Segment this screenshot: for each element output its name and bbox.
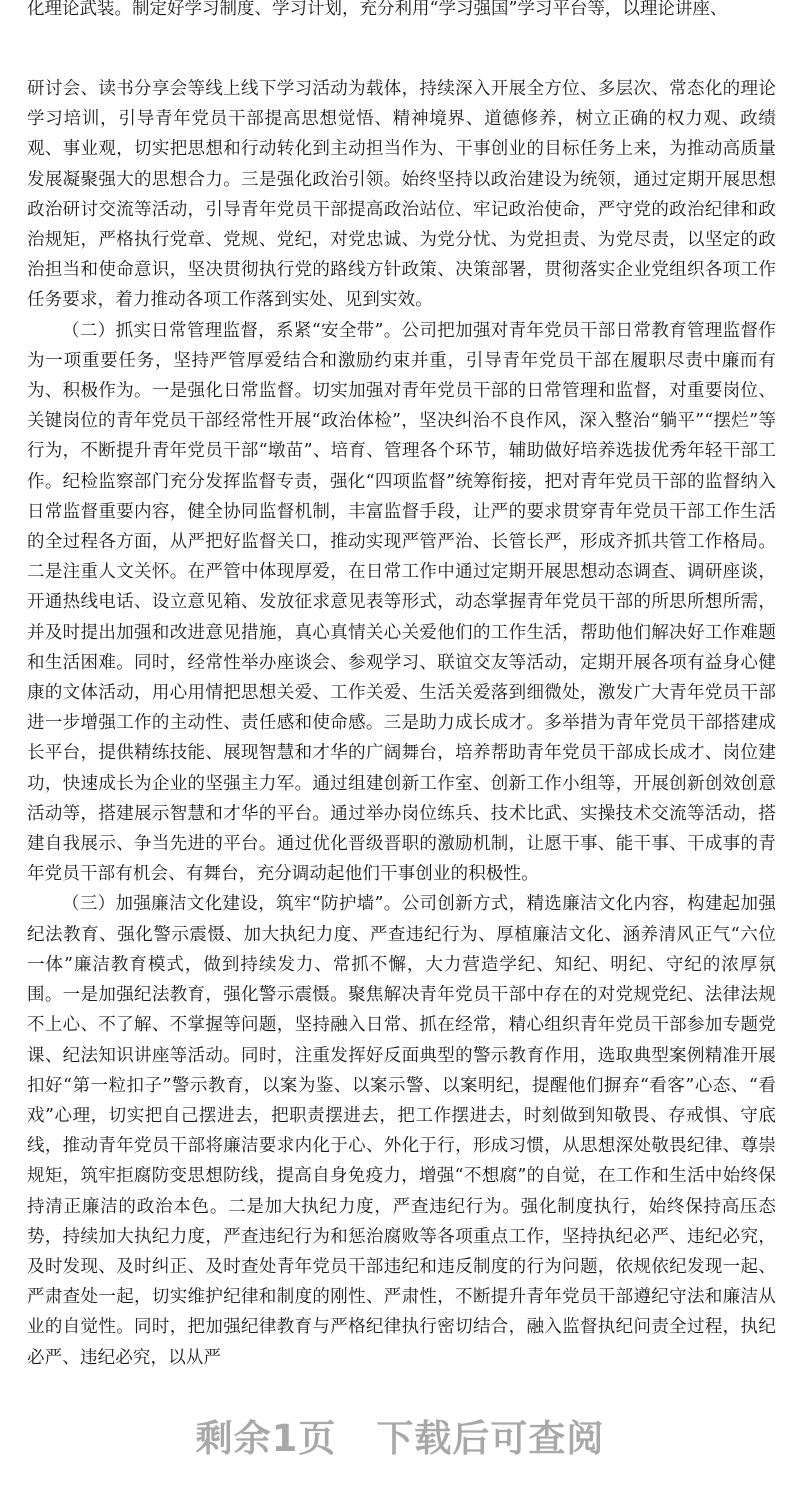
paragraph-3: （三）加强廉洁文化建设，筑牢“防护墙”。公司创新方式，精选廉洁文化内容，构建起加强纪法教育、强化警示震慑、加大执纪力度、严查违纪行为、厚植廉洁文化、涵养清风正气“六位一体”廉洁教育模式，做到持续发力、常抓不懈，大力营造学纪、知纪、明纪、守纪的浓厚氛围。一是加强纪法教育，强化警示震慑。聚焦解决青年党员干部中存在的对党规党纪、法律法规不上心、不了解、不掌握等问题，坚持融入日常、抓在经常，精心组织青年党员干部参加专题党课、纪法知识讲座等活动。同时，注重发挥好反面典型的警示教育作用，选取典型案例精准开展扣好“第一粒扣子”警示教育，以案为鉴、以案示警、以案明纪，提醒他们摒弃“看客”心态、“看戏”心理，切实把自己摆进去，把职责摆进去，把工作摆进去，时刻做到知敬畏、存戒惧、守底线，推动青年党员干部将廉洁要求内化于心、外化于行，形成习惯，从思想深处敬畏纪律、尊崇规矩，筑牢拒腐防变思想防线，提高自身免疫力，增强“不想腐”的自觉，在工作和生活中始终保持清正廉洁的政治本色。二是加大执纪力度，严查违纪行为。强化制度执行，始终保持高压态势，持续加大执纪力度，严查违纪行为和惩治腐败等各项重点工作，坚持执纪必严、违纪必究，及时发现、及时纠正、及时查处青年党员干部违纪和违反制度的行为问题，依规依纪发现一起、严肃查处一起，切实维护纪律和制度的刚性、严肃性，不断提升青年党员干部遵纪守法和廉洁从业的自觉性。同时，把加强纪律教育与严格纪律执行密切结合，融入监督执纪问责全过程，执纪必严、违纪必究，以从严 bbox=[27, 894, 776, 1368]
download-prompt-banner[interactable] bbox=[0, 1408, 800, 1462]
document-body bbox=[27, 74, 776, 1373]
remaining-pages-label: 剩余1页 bbox=[195, 1417, 337, 1460]
paragraph-1: 研讨会、读书分享会等线上线下学习活动为载体，持续深入开展全方位、多层次、常态化的理论学习培训，引导青年党员干部提高思想觉悟、精神境界、道德修养，树立正确的权力观、政绩观、事业观，切实把思想和行动转化到主动担当作为、干事创业的目标任务上来，为推动高质量发展凝聚强大的思想合力。三是强化政治引领。始终坚持以政治建设为统领，通过定期开展思想政治研讨交流等活动，引导青年党员干部提高政治站位、牢记政治使命，严守党的政治纪律和政治规矩，严格执行党章、党规、党纪，对党忠诚、为党分忧、为党担责、为党尽责，以坚定的政治担当和使命意识，坚决贯彻执行党的路线方针政策、决策部署，贯彻落实企业党组织各项工作任务要求，着力推动各项工作落到实处、见到实效。 bbox=[27, 79, 776, 311]
download-hint-label: 下载后可查阅 bbox=[376, 1417, 605, 1460]
page-top-fragment: 化理论武装。制定好学习制度、学习计划，充分利用“学习强国”学习平台等，以理论讲座、 bbox=[27, 0, 728, 19]
paragraph-2: （二）抓实日常管理监督，系紧“安全带”。公司把加强对青年党员干部日常教育管理监督作为一项重要任务，坚持严管厚爱结合和激励约束并重，引导青年党员干部在履职尽责中廉而有为、积极作为。一是强化日常监督。切实加强对青年党员干部的日常管理和监督，对重要岗位、关键岗位的青年党员干部经常性开展“政治体检”，坚决纠治不良作风，深入整治“躺平”“摆烂”等行为，不断提升青年党员干部“墩苗”、培育、管理各个环节，辅助做好培养选拔优秀年轻干部工作。纪检监察部门充分发挥监督专责，强化“四项监督”统筹衔接，把对青年党员干部的监督纳入日常监督重要内容，健全协同监督机制，丰富监督手段，让严的要求贯穿青年党员干部工作生活的全过程各方面，从严把好监督关口，推动实现严管严治、长管长严，形成齐抓共管工作格局。二是注重人文关怀。在严管中体现厚爱，在日常工作中通过定期开展思想动态调查、调研座谈，开通热线电话、设立意见箱、发放征求意见表等形式，动态掌握青年党员干部的所思所想所需，并及时提出加强和改进意见措施，真心真情关心关爱他们的工作生活，帮助他们解决好工作难题和生活困难。同时，经常性举办座谈会、参观学习、联谊交友等活动，定期开展各项有益身心健康的文体活动，用心用情把思想关爱、工作关爱、生活关爱落到细微处，激发广大青年党员干部进一步增强工作的主动性、责任感和使命感。三是助力成长成才。多举措为青年党员干部搭建成长平台，提供精练技能、展现智慧和才华的广阔舞台，培养帮助青年党员干部成长成才、岗位建功，快速成长为企业的坚强主力军。通过组建创新工作室、创新工作小组等，开展创新创效创意活动等，搭建展示智慧和才华的平台。通过举办岗位练兵、技术比武、实操技术交流等活动，搭建自我展示、争当先进的平台。通过优化晋级晋职的激励机制，让愿干事、能干事、干成事的青年党员干部有机会、有舞台，充分调动起他们干事创业的积极性。 bbox=[27, 320, 776, 885]
